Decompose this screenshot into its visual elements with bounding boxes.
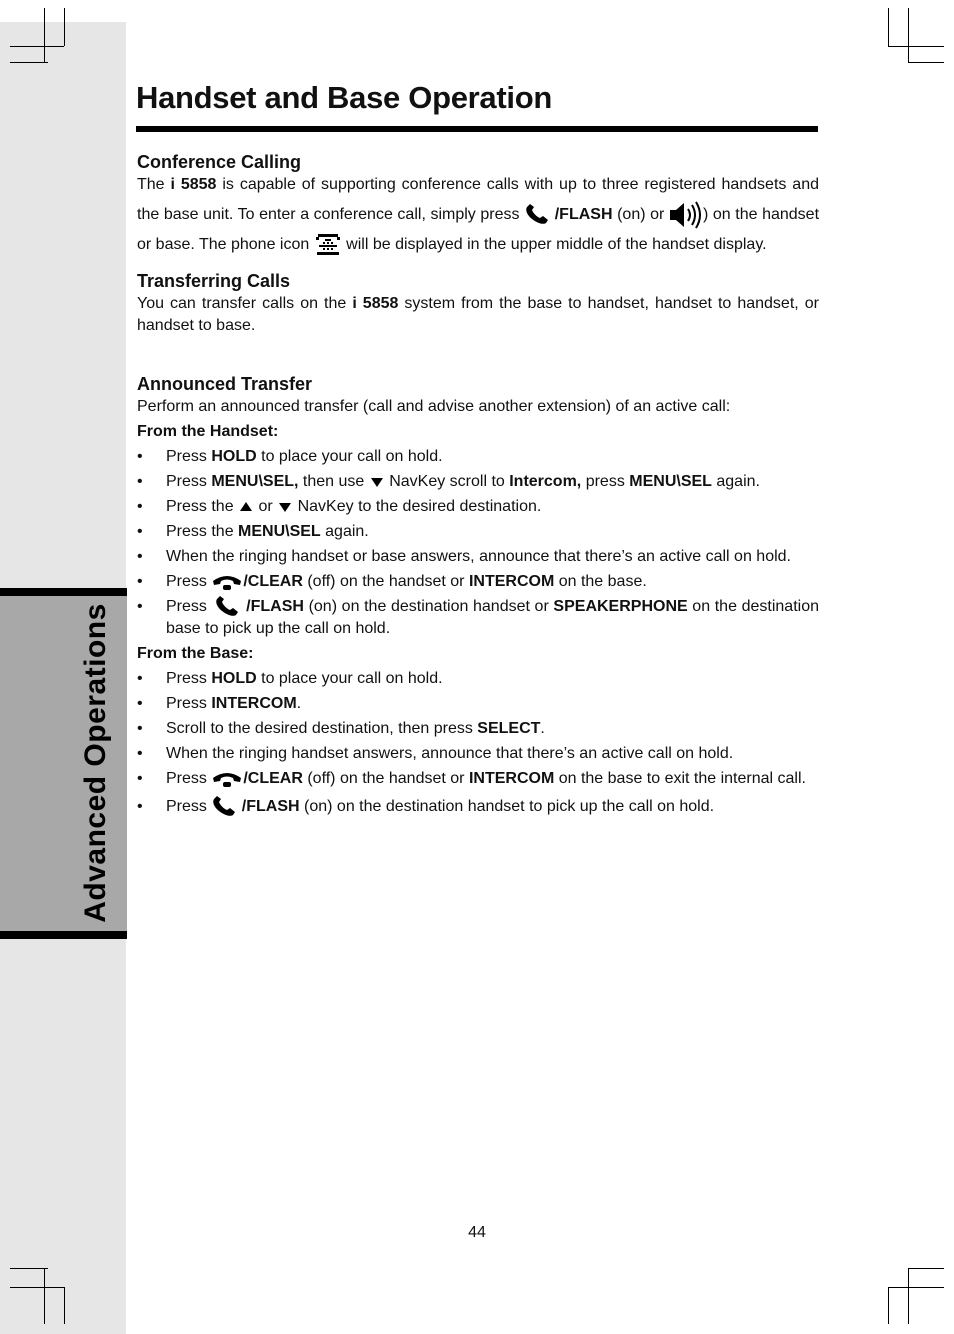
list-item: • When the ringing handset or base answers, announce that there’s an active call on hold.	[137, 546, 819, 568]
list-item: • Press INTERCOM.	[137, 693, 819, 715]
section-announced-transfer	[137, 372, 819, 818]
navkey-up-arrow-icon	[238, 501, 254, 513]
base-steps-list	[137, 668, 819, 818]
model-name: i 5858	[170, 176, 217, 193]
list-item: • Press HOLD to place your call on hold.	[137, 446, 819, 468]
navkey-down-arrow-icon	[369, 476, 385, 488]
title-rule	[136, 126, 818, 132]
announced-intro: Perform an announced transfer (call and advise another extension) of an active call:	[137, 398, 731, 416]
model-name: i 5858	[352, 295, 399, 313]
conference-heading: Conference Calling	[137, 152, 302, 172]
list-item: • Press /CLEAR (off) on the handset or INTERCOM on the base.	[137, 571, 819, 593]
phone-talk-icon	[524, 204, 550, 226]
phone-end-icon	[211, 572, 243, 592]
list-item: • Press the or NavKey to the desired destination.	[137, 496, 819, 518]
handset-steps-list	[137, 446, 819, 640]
list-item: • Scroll to the desired destination, then press SELECT.	[137, 718, 819, 740]
list-item: • Press the MENU\SEL again.	[137, 521, 819, 543]
announced-heading: Announced Transfer	[137, 374, 313, 395]
page-number: 44	[468, 1224, 486, 1241]
list-item: • Press /FLASH (on) on the destination handset to pick up the call on hold.	[137, 796, 819, 818]
page-title: Handset and Base Operation	[136, 80, 552, 115]
navkey-down-arrow-icon	[277, 501, 293, 513]
section-tab-label: Advanced Operations	[79, 603, 112, 923]
section-conference-calling	[137, 150, 819, 260]
speakerphone-icon	[669, 200, 703, 230]
conference-paragraph	[137, 170, 819, 260]
list-item: • Press MENU\SEL, then use NavKey scroll to Intercom, press MENU\SEL again.	[137, 471, 819, 493]
flash-key-label: /FLASH	[554, 206, 613, 224]
transferring-text: system from the base to handset, handset to handset, or handset to base.	[137, 295, 819, 335]
from-base-heading: From the Base:	[137, 645, 254, 663]
conference-text: (on) or	[612, 206, 669, 224]
transferring-paragraph	[137, 293, 819, 337]
list-item: • Press /CLEAR (off) on the handset or INTERCOM on the base to exit the internal call.	[137, 768, 819, 790]
list-item: • When the ringing handset answers, announce that there’s an active call on hold.	[137, 743, 819, 765]
phone-end-icon	[211, 769, 243, 789]
transferring-text: You can transfer calls on the	[137, 295, 353, 313]
page-content	[137, 150, 819, 819]
phone-talk-icon	[212, 596, 242, 618]
conference-text: is capable of supporting conference calls with up to three registered handsets and the base unit. To enter a conference call, simply press	[137, 176, 819, 224]
list-item: • Press HOLD to place your call on hold.	[137, 668, 819, 690]
from-handset-heading: From the Handset:	[137, 423, 279, 441]
list-item: • Press /FLASH (on) on the destination handset or SPEAKERPHONE on the destination base to pick up the call on hold.	[137, 596, 819, 640]
conference-text: ) on the handset or base. The phone icon	[137, 206, 820, 254]
conference-display-icon	[314, 233, 342, 257]
section-transferring-calls	[137, 269, 819, 337]
conference-text: The	[137, 176, 171, 193]
conference-text: will be displayed in the upper middle of the handset display.	[341, 236, 767, 254]
transferring-heading: Transferring Calls	[137, 271, 291, 292]
phone-talk-icon	[211, 796, 237, 818]
